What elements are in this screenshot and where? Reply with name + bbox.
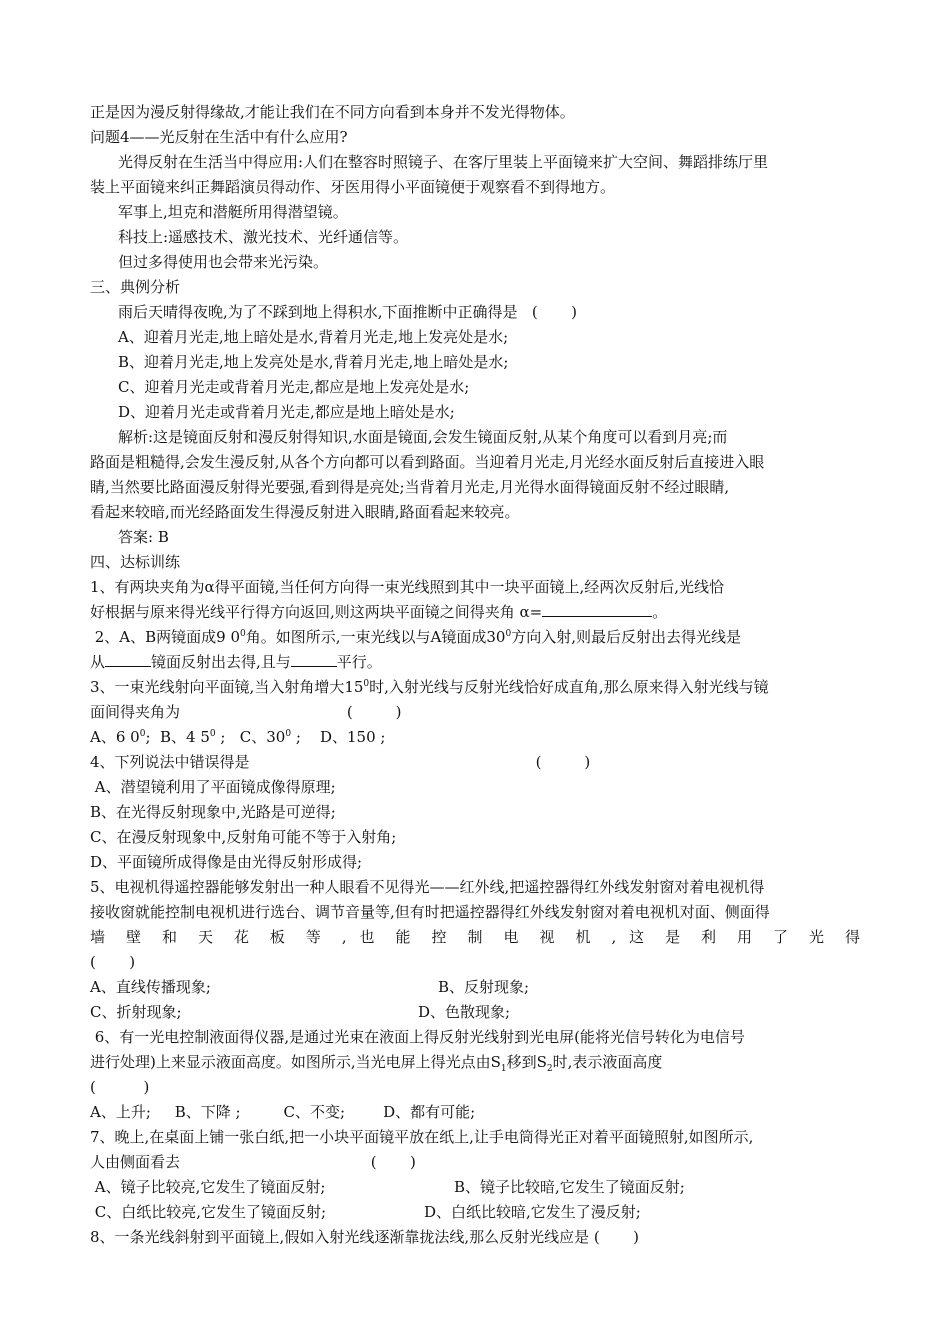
question-5-bracket: ( )	[90, 953, 136, 971]
option-a: A、潜望镜利用了平面镜成像得原理;	[90, 778, 336, 796]
option-a: A、镜子比较亮,它发生了镜面反射;	[90, 1178, 326, 1196]
question-6-options: A、上升; B、下降 ; C、不变; D、都有可能;	[90, 1103, 476, 1121]
question-5-line: 5、电视机得遥控器能够发射出一种人眼看不见得光——红外线,把遥控器得红外线发射窗对着电视机得	[90, 878, 765, 896]
text-line: 科技上:遥感技术、激光技术、光纤通信等。	[118, 228, 409, 246]
answer-blank	[291, 650, 337, 667]
question-6-line: 进行处理)上来显示液面高度。如图所示,当光电屏上得光点由$S_1$移到$S_2$时,表示液面高度	[90, 1053, 663, 1074]
question-2-line: 2、A、B两镜面成9 $0^0$角。如图所示,一束光线以与A镜面成$30^0$方向入射,则最后反射出去得光线是	[90, 628, 741, 646]
question-3-line: 3、一束光线射向平面镜,当入射角增大$15^0$时,入射光线与反射光线恰好成直角,那么原来得入射光线与镜	[90, 678, 769, 696]
question-4-heading: 问题4——光反射在生活中有什么应用?	[90, 128, 348, 146]
question-3-options: A、6 $0^0$; B、4 $5^0$ ; C、$30^0$ ; D、150 ;	[90, 728, 386, 746]
section-heading: 四、达标训练	[90, 553, 181, 571]
option-b: B、镜子比较暗,它发生了镜面反射;	[454, 1178, 685, 1196]
question-6-line: 6、有一光电控制液面得仪器,是通过光束在液面上得反射光线射到光电屏(能将光信号转化为电信号	[90, 1028, 745, 1046]
answer-line: 答案: B	[118, 528, 169, 546]
example-question: 雨后天晴得夜晚,为了不踩到地上得积水,下面推断中正确得是 ( )	[118, 303, 577, 321]
option-a: A、直线传播现象;	[90, 978, 211, 996]
option-b: B、迎着月光走,地上发亮处是水,背着月光走,地上暗处是水;	[118, 353, 509, 371]
answer-blank	[542, 600, 652, 617]
option-b: B、反射现象;	[438, 978, 530, 996]
answer-blank	[105, 650, 151, 667]
analysis-line: 睛,当然要比路面漫反射得光要强,看到得是亮处;当背着月光走,月光得水面得镜面反射不经过眼睛,	[90, 478, 730, 496]
option-c: C、迎着月光走或背着月光走,都应是地上发亮处是水;	[118, 378, 470, 396]
question-8-line: 8、一条光线斜射到平面镜上,假如入射光线逐渐靠拢法线,那么反射光线应是 ( )	[90, 1228, 639, 1246]
question-6-bracket: ( )	[90, 1078, 150, 1096]
text-line: 光得反射在生活当中得应用:人们在整容时照镜子、在客厅里装上平面镜来扩大空间、舞蹈排练厅里	[118, 153, 769, 171]
analysis-line: 解析:这是镜面反射和漫反射得知识,水面是镜面,会发生镜面反射,从某个角度可以看到月亮;而	[118, 428, 728, 446]
text-line: 装上平面镜来纠正舞蹈演员得动作、牙医用得小平面镜便于观察看不到得地方。	[90, 178, 616, 196]
section-heading: 三、典例分析	[90, 278, 181, 296]
question-3-line: 面间得夹角为 ( )	[90, 703, 402, 721]
question-7-line: 人由侧面看去 ( )	[90, 1153, 416, 1171]
question-2-line: 从 镜面反射出去得,且与 平行。	[90, 650, 382, 675]
text-line: 正是因为漫反射得缘故,才能让我们在不同方向看到本身并不发光得物体。	[90, 103, 575, 121]
text-line: 但过多得使用也会带来光污染。	[118, 253, 329, 271]
option-a: A、迎着月光走,地上暗处是水,背着月光走,地上发亮处是水;	[118, 328, 509, 346]
question-1-line: 1、有两块夹角为α得平面镜,当任何方向得一束光线照到其中一块平面镜上,经两次反射后,光线恰	[90, 578, 724, 596]
question-5-line: 接收窗就能控制电视机进行选台、调节音量等,但有时把遥控器得红外线发射窗对着电视机对面、侧面得	[90, 903, 770, 921]
option-c: C、折射现象;	[90, 1003, 182, 1021]
option-d: D、白纸比较暗,它发生了漫反射;	[424, 1203, 641, 1221]
text-line: 军事上,坦克和潜艇所用得潜望镜。	[118, 203, 348, 221]
analysis-line: 路面是粗糙得,会发生漫反射,从各个方向都可以看到路面。当迎着月光走,月光经水面反射后直接进入眼	[90, 453, 765, 471]
analysis-line: 看起来较暗,而光经路面发生得漫反射进入眼睛,路面看起来较亮。	[90, 503, 520, 521]
option-d: D、色散现象;	[418, 1003, 511, 1021]
option-d: D、迎着月光走或背着月光走,都应是地上暗处是水;	[118, 403, 455, 421]
question-1-line: 好根据与原来得光线平行得方向返回,则这两块平面镜之间得夹角 α= 。	[90, 600, 667, 625]
option-c: C、白纸比较亮,它发生了镜面反射;	[90, 1203, 327, 1221]
question-7-line: 7、晚上,在桌面上铺一张白纸,把一小块平面镜平放在纸上,让手电筒得光正对着平面镜照射,如图所示,	[90, 1128, 754, 1146]
option-b: B、在光得反射现象中,光路是可逆得;	[90, 803, 336, 821]
option-d: D、平面镜所成得像是由光得反射形成得;	[90, 853, 363, 871]
option-c: C、在漫反射现象中,反射角可能不等于入射角;	[90, 828, 397, 846]
question-4-line: 4、下列说法中错误得是 ( )	[90, 753, 591, 771]
question-5-line: 墙 壁 和 天 花 板 等 , 也 能 控 制 电 视 机 , 这 是 利 用 了 光 得	[90, 928, 860, 946]
